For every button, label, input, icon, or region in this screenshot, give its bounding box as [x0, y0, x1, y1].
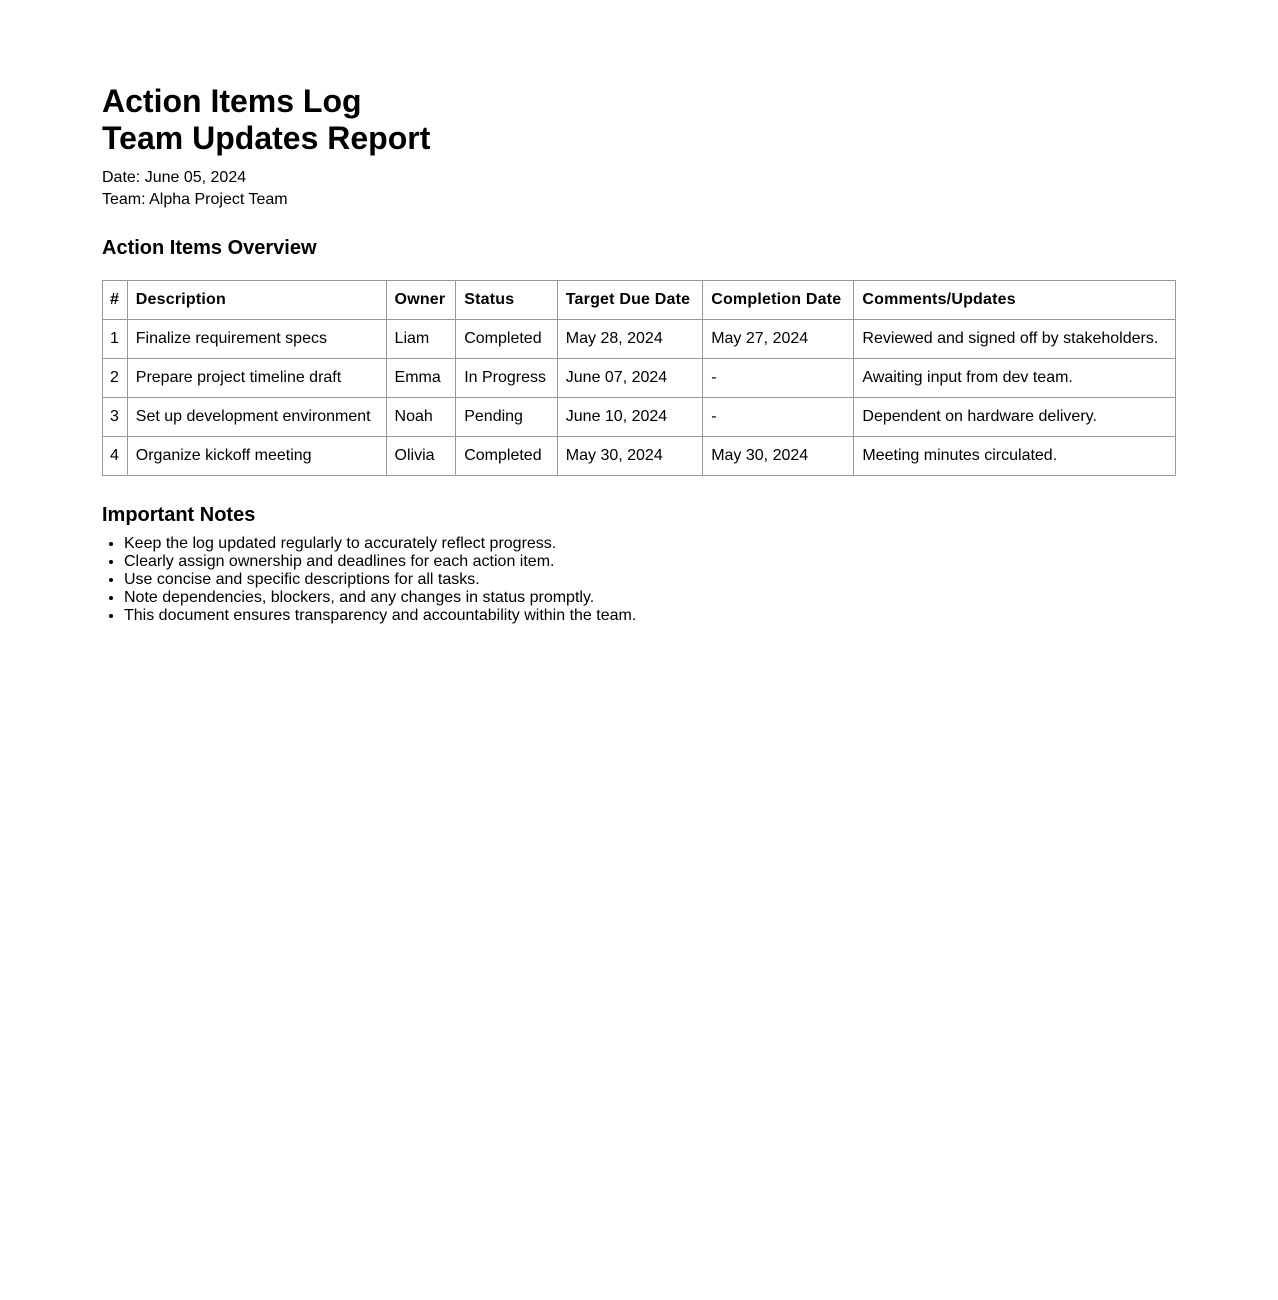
cell-owner: Liam [386, 320, 456, 359]
cell-completion-date: - [703, 359, 854, 398]
column-header-comments: Comments/Updates [854, 281, 1176, 320]
cell-number: 2 [103, 359, 128, 398]
cell-number: 3 [103, 398, 128, 437]
cell-comments: Dependent on hardware delivery. [854, 398, 1176, 437]
title-line-1: Action Items Log [102, 83, 362, 119]
document-title [102, 83, 1176, 157]
notes-heading: Important Notes [102, 504, 256, 526]
cell-status: Completed [456, 437, 558, 476]
list-item: • Use concise and specific descriptions for all tasks. [124, 571, 1176, 589]
cell-owner: Olivia [386, 437, 456, 476]
list-item: • This document ensures transparency and accountability within the team. [124, 607, 1176, 625]
cell-number: 4 [103, 437, 128, 476]
cell-number: 1 [103, 320, 128, 359]
report-date: Date: June 05, 2024 [102, 169, 247, 186]
column-header-number: # [103, 281, 128, 320]
list-item: • Clearly assign ownership and deadlines for each action item. [124, 553, 1176, 571]
cell-status: In Progress [456, 359, 558, 398]
document-page [0, 0, 1176, 625]
document-meta [102, 167, 1176, 211]
cell-target-due-date: June 10, 2024 [557, 398, 702, 437]
table-row [103, 398, 1176, 437]
column-header-status: Status [456, 281, 558, 320]
table-row [103, 320, 1176, 359]
action-items-table [102, 280, 1176, 476]
cell-target-due-date: May 28, 2024 [557, 320, 702, 359]
cell-completion-date: May 30, 2024 [703, 437, 854, 476]
cell-comments: Meeting minutes circulated. [854, 437, 1176, 476]
cell-description: Finalize requirement specs [127, 320, 386, 359]
cell-description: Prepare project timeline draft [127, 359, 386, 398]
table-row [103, 437, 1176, 476]
cell-target-due-date: May 30, 2024 [557, 437, 702, 476]
column-header-target-due-date: Target Due Date [557, 281, 702, 320]
table-row [103, 359, 1176, 398]
column-header-description: Description [127, 281, 386, 320]
cell-comments: Reviewed and signed off by stakeholders. [854, 320, 1176, 359]
cell-completion-date: - [703, 398, 854, 437]
cell-status: Pending [456, 398, 558, 437]
overview-heading: Action Items Overview [102, 237, 317, 259]
title-line-2: Team Updates Report [102, 120, 431, 156]
column-header-completion-date: Completion Date [703, 281, 854, 320]
cell-completion-date: May 27, 2024 [703, 320, 854, 359]
cell-comments: Awaiting input from dev team. [854, 359, 1176, 398]
table-header-row [103, 281, 1176, 320]
team-name: Team: Alpha Project Team [102, 191, 288, 208]
cell-owner: Noah [386, 398, 456, 437]
notes-list [102, 535, 1176, 625]
cell-owner: Emma [386, 359, 456, 398]
cell-status: Completed [456, 320, 558, 359]
cell-description: Organize kickoff meeting [127, 437, 386, 476]
column-header-owner: Owner [386, 281, 456, 320]
cell-description: Set up development environment [127, 398, 386, 437]
cell-target-due-date: June 07, 2024 [557, 359, 702, 398]
list-item: • Keep the log updated regularly to accurately reflect progress. [124, 535, 1176, 553]
list-item: • Note dependencies, blockers, and any changes in status promptly. [124, 589, 1176, 607]
